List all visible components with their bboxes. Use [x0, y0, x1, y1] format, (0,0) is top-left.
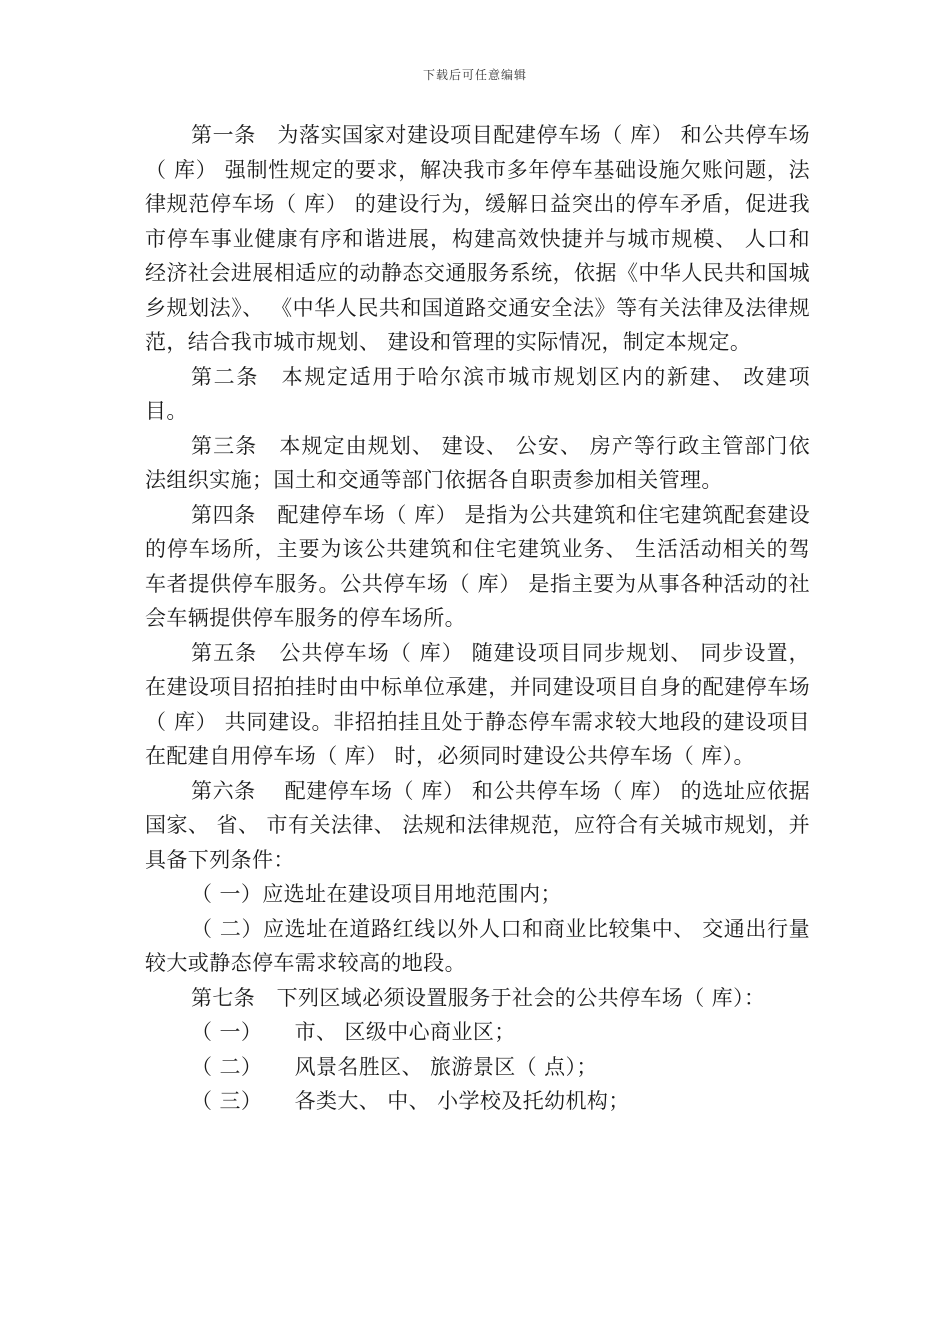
article-5: 第五条 公共停车场（ 库） 随建设项目同步规划、 同步设置，在建设项目招拍挂时由中标单位承建，并同建设项目自身的配建停车场（ 库） 共同建设。非招拍挂且处于静态停车需求较大地段的建设项目在配建自用停车场（ 库） 时，必须同时建设公共停车场（ 库）。 — [145, 640, 810, 768]
article-3: 第三条 本规定由规划、 建设、 公安、 房产等行政主管部门依法组织实施；国土和交通等部门依据各自职责参加相关管理。 — [145, 433, 810, 492]
article-1: 第一条 为落实国家对建设项目配建停车场（ 库） 和公共停车场（ 库） 强制性规定的要求，解决我市多年停车基础设施欠账问题，法律规范停车场（ 库） 的建设行为，缓解日益突出的停车矛盾，促进我市停车事业健康有序和谐进展，构建高效快捷并与城市规模、 人口和经济社会进展相适应的动静态交通服务系统，依据《中华人民共和国城乡规划法》、 《中华人民共和国道路交通安全法》等有关法律及法律规范，结合我市城市规划、 建设和管理的实际情况，制定本规定。 — [145, 123, 810, 354]
article-7-item-3: （ 三） 各类大、 中、 小学校及托幼机构； — [191, 1089, 630, 1113]
document-body — [145, 118, 810, 1119]
article-7: 第七条 下列区域必须设置服务于社会的公共停车场（ 库）： — [191, 985, 766, 1010]
article-4: 第四条 配建停车场（ 库） 是指为公共建筑和住宅建筑配套建设的停车场所，主要为该公共建筑和住宅建筑业务、 生活活动相关的驾车者提供停车服务。公共停车场（ 库） 是指主要为从事各种活动的社会车辆提供停车服务的停车场所。 — [145, 502, 810, 630]
article-6-item-1: （ 一）应选址在建设项目用地范围内； — [191, 882, 562, 906]
article-7-item-1: （ 一） 市、 区级中心商业区； — [191, 1020, 516, 1044]
page-header: 下载后可任意编辑 — [422, 68, 527, 82]
article-7-item-2: （ 二） 风景名胜区、 旅游景区（ 点）； — [191, 1054, 598, 1079]
article-6-item-2: （ 二）应选址在道路红线以外人口和商业比较集中、 交通出行量较大或静态停车需求较高的地段。 — [145, 916, 810, 975]
article-2: 第二条 本规定适用于哈尔滨市城市规划区内的新建、 改建项目。 — [145, 364, 810, 423]
article-6: 第六条 配建停车场（ 库） 和公共停车场（ 库） 的选址应依据国家、 省、 市有关法律、 法规和法律规范，应符合有关城市规划，并具备下列条件： — [145, 778, 810, 872]
